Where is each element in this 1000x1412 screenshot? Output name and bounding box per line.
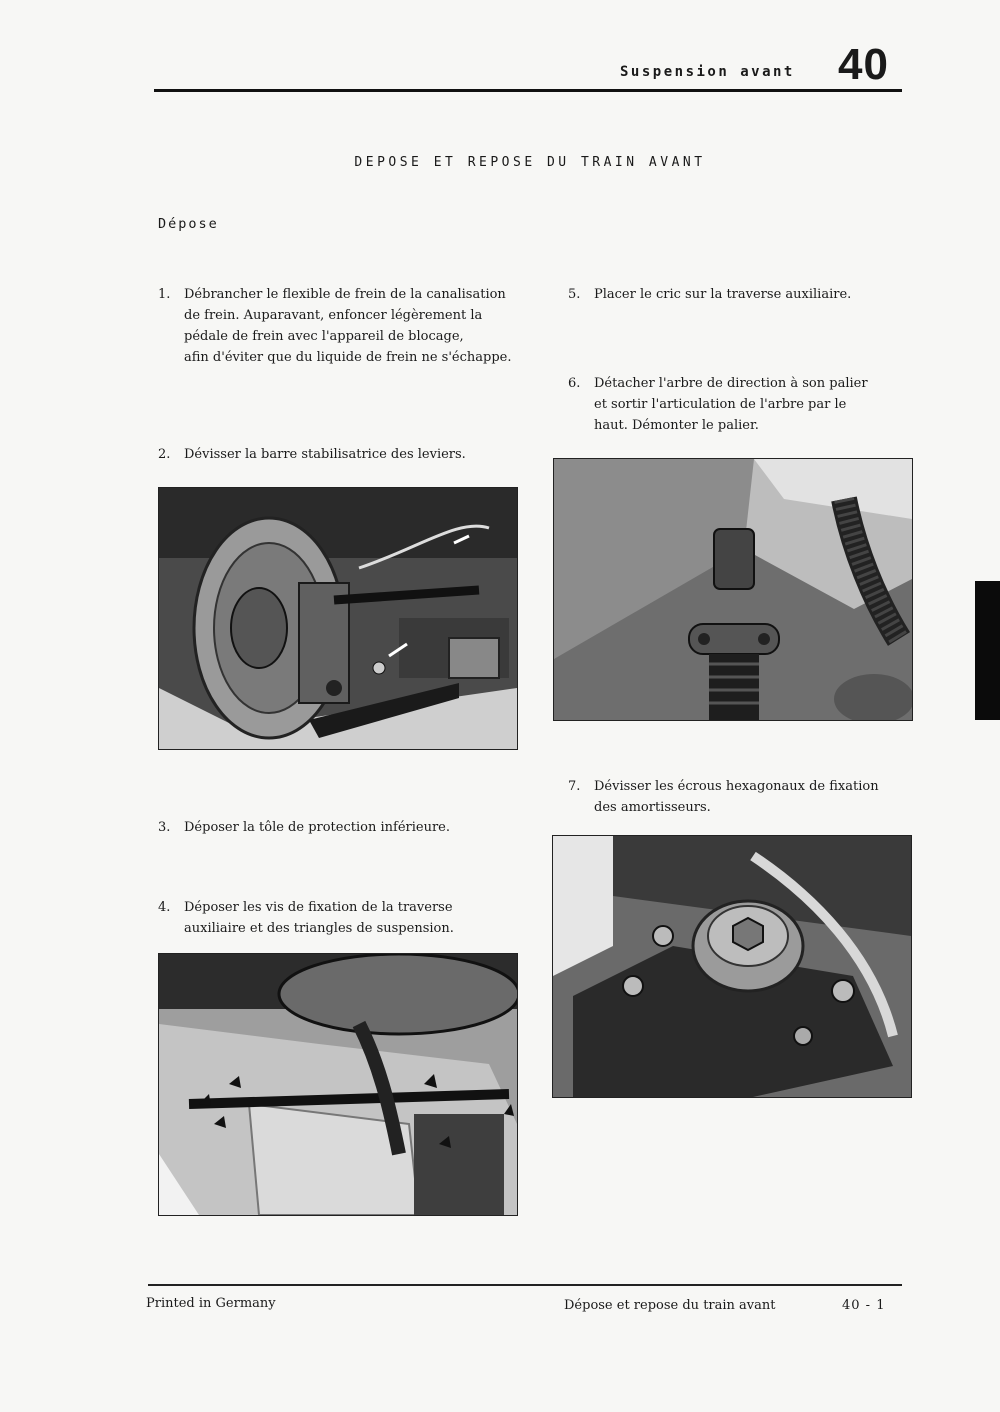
step-number: 7.	[568, 779, 581, 794]
step-number: 6.	[568, 376, 581, 391]
footer-printed-note: Printed in Germany	[146, 1296, 276, 1311]
step-text: Dévisser les écrous hexagonaux de fixation des amortisseurs.	[594, 779, 879, 815]
footer-page-number: 40 - 1	[842, 1298, 886, 1313]
step-text: Déposer les vis de fixation de la traverse auxiliaire et des triangles de suspension.	[184, 900, 454, 936]
header-chapter-number: 40	[838, 40, 889, 89]
step-text: Dévisser la barre stabilisatrice des leviers.	[184, 447, 466, 462]
step-text: Détacher l'arbre de direction à son palier et sortir l'articulation de l'arbre par le haut. Démonter le palier.	[594, 376, 868, 433]
step-3	[158, 817, 450, 838]
step-text: Placer le cric sur la traverse auxiliaire.	[594, 287, 852, 302]
step-number: 5.	[568, 287, 581, 302]
chapter-tab-marker	[975, 581, 1000, 720]
step-4	[158, 897, 454, 939]
step-number: 1.	[158, 287, 171, 302]
step-6	[568, 373, 868, 436]
step-number: 4.	[158, 900, 171, 915]
page-title: DEPOSE ET REPOSE DU TRAIN AVANT	[354, 155, 706, 170]
step-2	[158, 444, 466, 465]
photo-brake-stabilizer	[158, 487, 518, 750]
step-number: 2.	[158, 447, 171, 462]
footer-rule	[148, 1284, 902, 1286]
header-section-title: Suspension avant	[620, 64, 795, 80]
step-1	[158, 284, 511, 368]
photo-steering-shaft	[553, 458, 913, 721]
section-heading: Dépose	[158, 216, 219, 232]
step-7	[568, 776, 879, 818]
step-number: 3.	[158, 820, 171, 835]
step-text: Débrancher le flexible de frein de la canalisation de frein. Auparavant, enfoncer légèrement la pédale de frein avec l'appareil de blocage, afin d'éviter que du liquide de frein ne s'échappe.	[184, 287, 512, 365]
header-rule	[154, 89, 902, 92]
step-5	[568, 284, 851, 305]
photo-underbody-bolts	[158, 953, 518, 1216]
footer-section-title: Dépose et repose du train avant	[564, 1298, 776, 1313]
photo-shock-mount	[552, 835, 912, 1098]
step-text: Déposer la tôle de protection inférieure.	[184, 820, 450, 835]
